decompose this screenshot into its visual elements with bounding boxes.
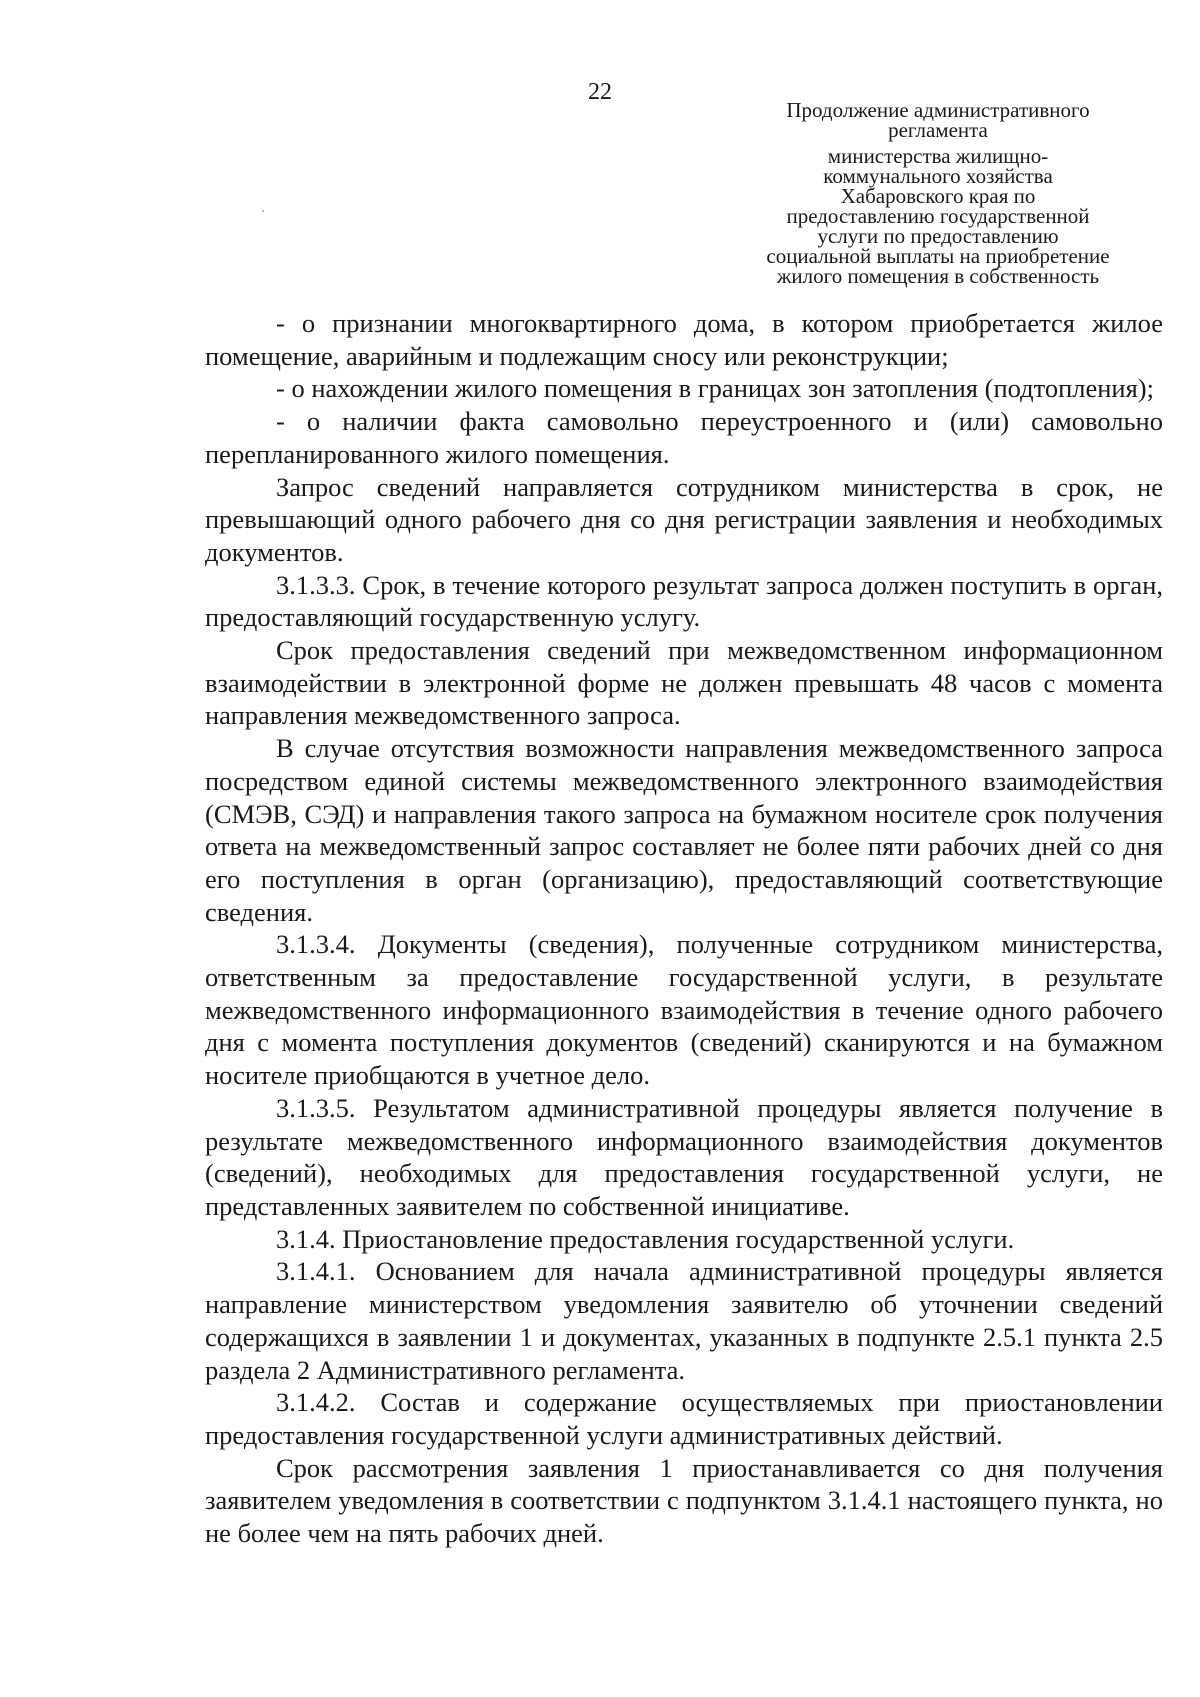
body-paragraph: - о наличии факта самовольно переустроенного и (или) самовольно перепланированного жилого помещения. (205, 406, 1163, 469)
body-paragraph: 3.1.3.4. Документы (сведения), полученные сотрудником министерства, ответственным за предоставление государственной услуги, в результате межведомственного информационного взаимодействия в течение одного рабочего дня с момента поступления документов (сведений) сканируются и на бумажном носителе приобщаются в учетное дело. (205, 929, 1163, 1091)
body-paragraph: - о признании многоквартирного дома, в котором приобретается жилое помещение, аварийным и подлежащим сносу или реконструкции; (205, 308, 1163, 371)
body-paragraph: 3.1.4. Приостановление предоставления государственной услуги. (276, 1223, 1015, 1254)
body-paragraph: 3.1.4.2. Состав и содержание осуществляемых при приостановлении предоставления государственной услуги административных действий. (205, 1387, 1163, 1450)
document-body (205, 307, 1163, 1550)
document-header (738, 100, 1138, 286)
header-line: Продолжение административного (786, 98, 1090, 122)
body-paragraph: 3.1.3.5. Результатом административной процедуры является получение в результате межведомственного информационного взаимодействия документов (сведений), необходимых для предоставления государственной услуги, не представленных заявителем по собственной инициативе. (205, 1092, 1163, 1221)
body-paragraph: Запрос сведений направляется сотрудником министерства в срок, не превышающий одного рабочего дня со дня регистрации заявления и необходимых документов. (205, 471, 1163, 567)
body-paragraph: - о нахождении жилого помещения в границах зон затопления (подтопления); (276, 373, 1154, 404)
header-line: жилого помещения в собственность (776, 264, 1100, 288)
header-line: министерства жилищно- (827, 144, 1049, 168)
page-number: 22 (588, 79, 612, 105)
header-line: предоставлению государственной (786, 204, 1090, 228)
body-paragraph: В случае отсутствия возможности направления межведомственного запроса посредством единой системы межведомственного электронного взаимодействия (СМЭВ, СЭД) и направления такого запроса на бумажном носителе срок получения ответа на межведомственный запрос составляет не более пяти рабочих дней со дня его поступления в орган (организацию), предоставляющий соответствующие сведения. (205, 733, 1163, 927)
body-paragraph: Срок рассмотрения заявления 1 приостанавливается со дня получения заявителем уведомления в соответствии с подпунктом 3.1.4.1 настоящего пункта, но не более чем на пять рабочих дней. (205, 1452, 1163, 1549)
header-line: Хабаровского края по (840, 184, 1036, 208)
body-paragraph: Срок предоставления сведений при межведомственном информационном взаимодействии в электронной форме не должен превышать 48 часов с момента направления межведомственного запроса. (205, 635, 1163, 731)
header-line: услуги по предоставлению (817, 224, 1059, 248)
header-line: коммунального хозяйства (823, 164, 1053, 188)
header-line: регламента (888, 118, 988, 142)
scan-speck (262, 210, 264, 212)
header-line: социальной выплаты на приобретение (766, 244, 1110, 268)
body-paragraph: 3.1.4.1. Основанием для начала административной процедуры является направление министерством уведомления заявителю об уточнении сведений содержащихся в заявлении 1 и документах, указанных в подпункте 2.5.1 пункта 2.5 раздела 2 Административного регламента. (205, 1256, 1163, 1385)
body-paragraph: 3.1.3.3. Срок, в течение которого результат запроса должен поступить в орган, предоставляющий государственную услугу. (205, 569, 1163, 633)
